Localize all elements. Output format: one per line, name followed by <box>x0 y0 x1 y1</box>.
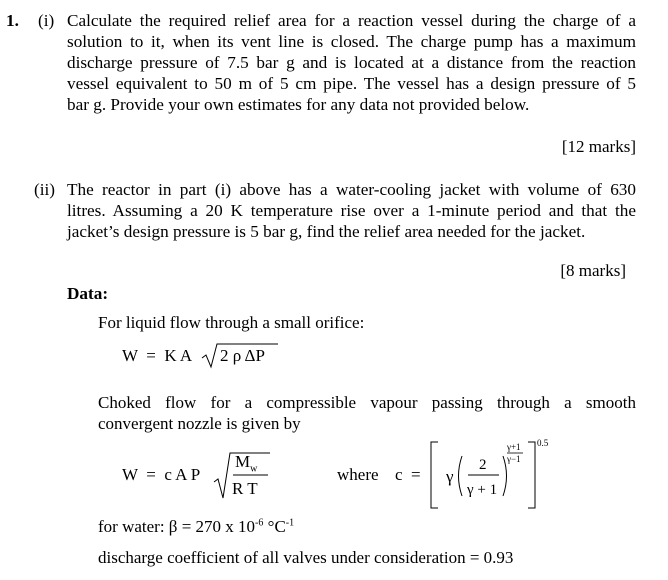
choked-line: convergent nozzle is given by <box>98 414 301 433</box>
discharge-coefficient: discharge coefficient of all valves under consideration = 0.93 <box>98 548 514 567</box>
part-i-line: vessel equivalent to 50 m of 5 cm pipe. The vessel has a design pressure of 5 <box>67 74 636 93</box>
part-ii-marks: [8 marks] <box>560 261 626 280</box>
water-beta-text: for water: β = 270 x 10 <box>98 517 256 536</box>
part-ii-text <box>67 179 636 242</box>
liquid-equation <box>122 346 192 366</box>
water-beta-unit-exponent: -1 <box>285 517 295 529</box>
choked-eq-den: R T <box>232 479 258 498</box>
part-ii-line: litres. Assuming a 20 K temperature rise over a 1-minute period and that the <box>67 201 636 220</box>
part-i-line: bar g. Provide your own estimates for any data not provided below. <box>67 95 530 114</box>
outer-exponent: 0.5 <box>537 438 549 448</box>
fraction-two: 2 <box>479 457 487 473</box>
liquid-eq-lhs: W = K A <box>122 346 193 365</box>
c-equals: c = <box>395 465 421 484</box>
liquid-intro: For liquid flow through a small orifice: <box>98 313 365 332</box>
part-ii-label: (ii) <box>34 180 55 199</box>
molar-mass-symbol: M <box>235 452 251 471</box>
gamma-symbol: γ <box>446 467 454 486</box>
water-beta <box>98 517 294 537</box>
molar-mass-subscript: w <box>250 463 258 475</box>
water-beta-unit: °C <box>263 517 286 536</box>
choked-eq-num <box>235 452 257 474</box>
where-label: where <box>337 465 379 484</box>
choked-eq-lhs: W = c A P <box>122 465 201 484</box>
part-i-label: (i) <box>38 11 55 30</box>
part-ii-line: jacket’s design pressure is 5 bar g, find the relief area needed for the jacket. <box>67 222 586 241</box>
c-expression <box>426 436 556 512</box>
data-heading: Data: <box>67 284 109 303</box>
exponent-denominator: γ−1 <box>507 454 521 464</box>
question-number: 1. <box>6 11 19 30</box>
part-i-line: Calculate the required relief area for a reaction vessel during the charge of a <box>67 11 636 30</box>
part-i-text <box>67 10 636 115</box>
part-i-line: solution to it, when its vent line is closed. The charge pump has a maximum <box>67 32 636 51</box>
choked-line: Choked flow for a compressible vapour passing through a smooth <box>98 393 636 412</box>
part-i-line: discharge pressure of 7.5 bar g and is located at a distance from the reaction <box>67 53 636 72</box>
exponent-numerator: γ+1 <box>507 442 521 452</box>
liquid-eq-radicand: 2 ρ ΔP <box>220 346 265 365</box>
part-i-marks: [12 marks] <box>561 137 636 156</box>
choked-text <box>98 392 636 434</box>
fraction-gamma-plus-one: γ + 1 <box>467 482 498 498</box>
water-beta-exponent: -6 <box>255 517 264 529</box>
part-ii-line: The reactor in part (i) above has a water-cooling jacket with volume of 630 <box>67 180 636 199</box>
